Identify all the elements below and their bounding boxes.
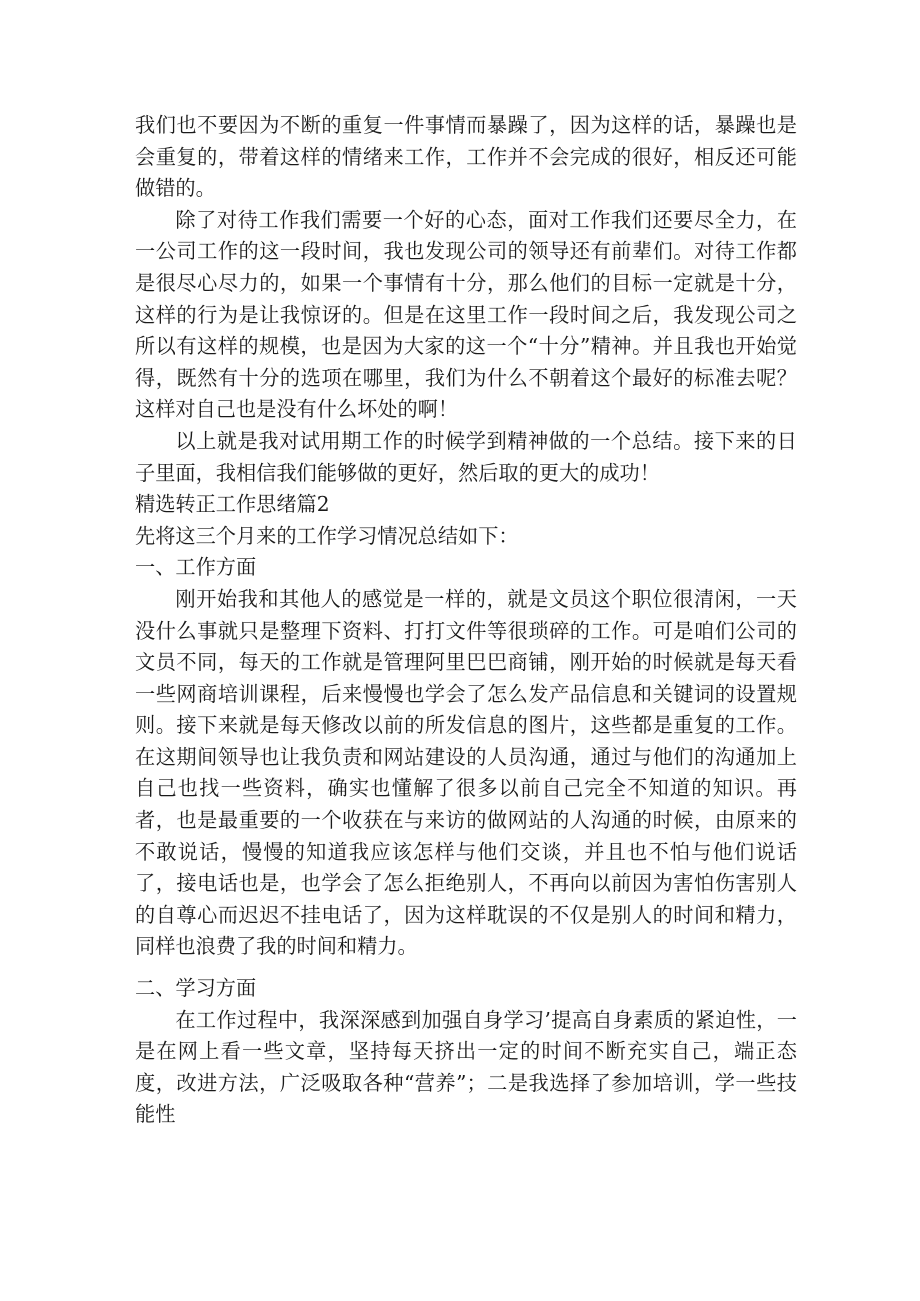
paragraph-summary: 以上就是我对试用期工作的时候学到精神做的一个总结。接下来的日子里面，我相信我们能够做的更好，然后取的更大的成功！ [135,428,797,485]
document-body [135,110,797,1131]
paragraph-continuation: 我们也不要因为不断的重复一件事情而暴躁了，因为这样的话，暴躁也是会重复的，带着这样的情绪来工作，工作并不会完成的很好，相反还可能做错的。 [135,113,797,201]
paragraph-work: 刚开始我和其他人的感觉是一样的，就是文员这个职位很清闲，一天没什么事就只是整理下资料、打打文件等很琐碎的工作。可是咱们公司的文员不同，每天的工作就是管理阿里巴巴商铺，刚开始的时候就是每天看一些网商培训课程，后来慢慢也学会了怎么发产品信息和关键词的设置规则。接下来就是每天修改以前的所发信息的图片，这些都是重复的工作。在这期间领导也让我负责和网站建设的人员沟通，通过与他们的沟通加上自己也找一些资料，确实也懂解了很多以前自己完全不知道的知识。再者，也是最重要的一个收获在与来访的做网站的人沟通的时候，由原来的不敢说话，慢慢的知道我应该怎样与他们交谈，并且也不怕与他们说话了，接电话也是，也学会了怎么拒绝别人，不再向以前因为害怕伤害别人的自尊心而迟迟不挂电话了，因为这样耽误的不仅是别人的时间和精力，同样也浪费了我的时间和精力。 [135,586,797,959]
paragraph-study: 在工作过程中，我深深感到加强自身学习’提高自身素质的紧迫性，一是在网上看一些文章，坚持每天挤出一定的时间不断充实自己，端正态度，改进方法，广泛吸取各种“营养”；二是我选择了参加培训，学一些技能性 [135,1007,797,1127]
intro-line: 先将这三个月来的工作学习情况总结如下： [135,523,519,548]
heading-work: 一、工作方面 [135,555,257,580]
section-title: 精选转正工作思绪篇2 [135,492,330,517]
paragraph-attitude: 除了对待工作我们需要一个好的心态，面对工作我们还要尽全力，在一公司工作的这一段时间，我也发现公司的领导还有前辈们。对待工作都是很尽心尽力的，如果一个事情有十分，那么他们的目标一定就是十分，这样的行为是让我惊讶的。但是在这里工作一段时间之后，我发现公司之所以有这样的规模，也是因为大家的这一个“十分”精神。并且我也开始觉得，既然有十分的选项在哪里，我们为什么不朝着这个最好的标准去呢？这样对自己也是没有什么坏处的啊！ [135,207,797,422]
heading-study: 二、学习方面 [135,976,257,1001]
